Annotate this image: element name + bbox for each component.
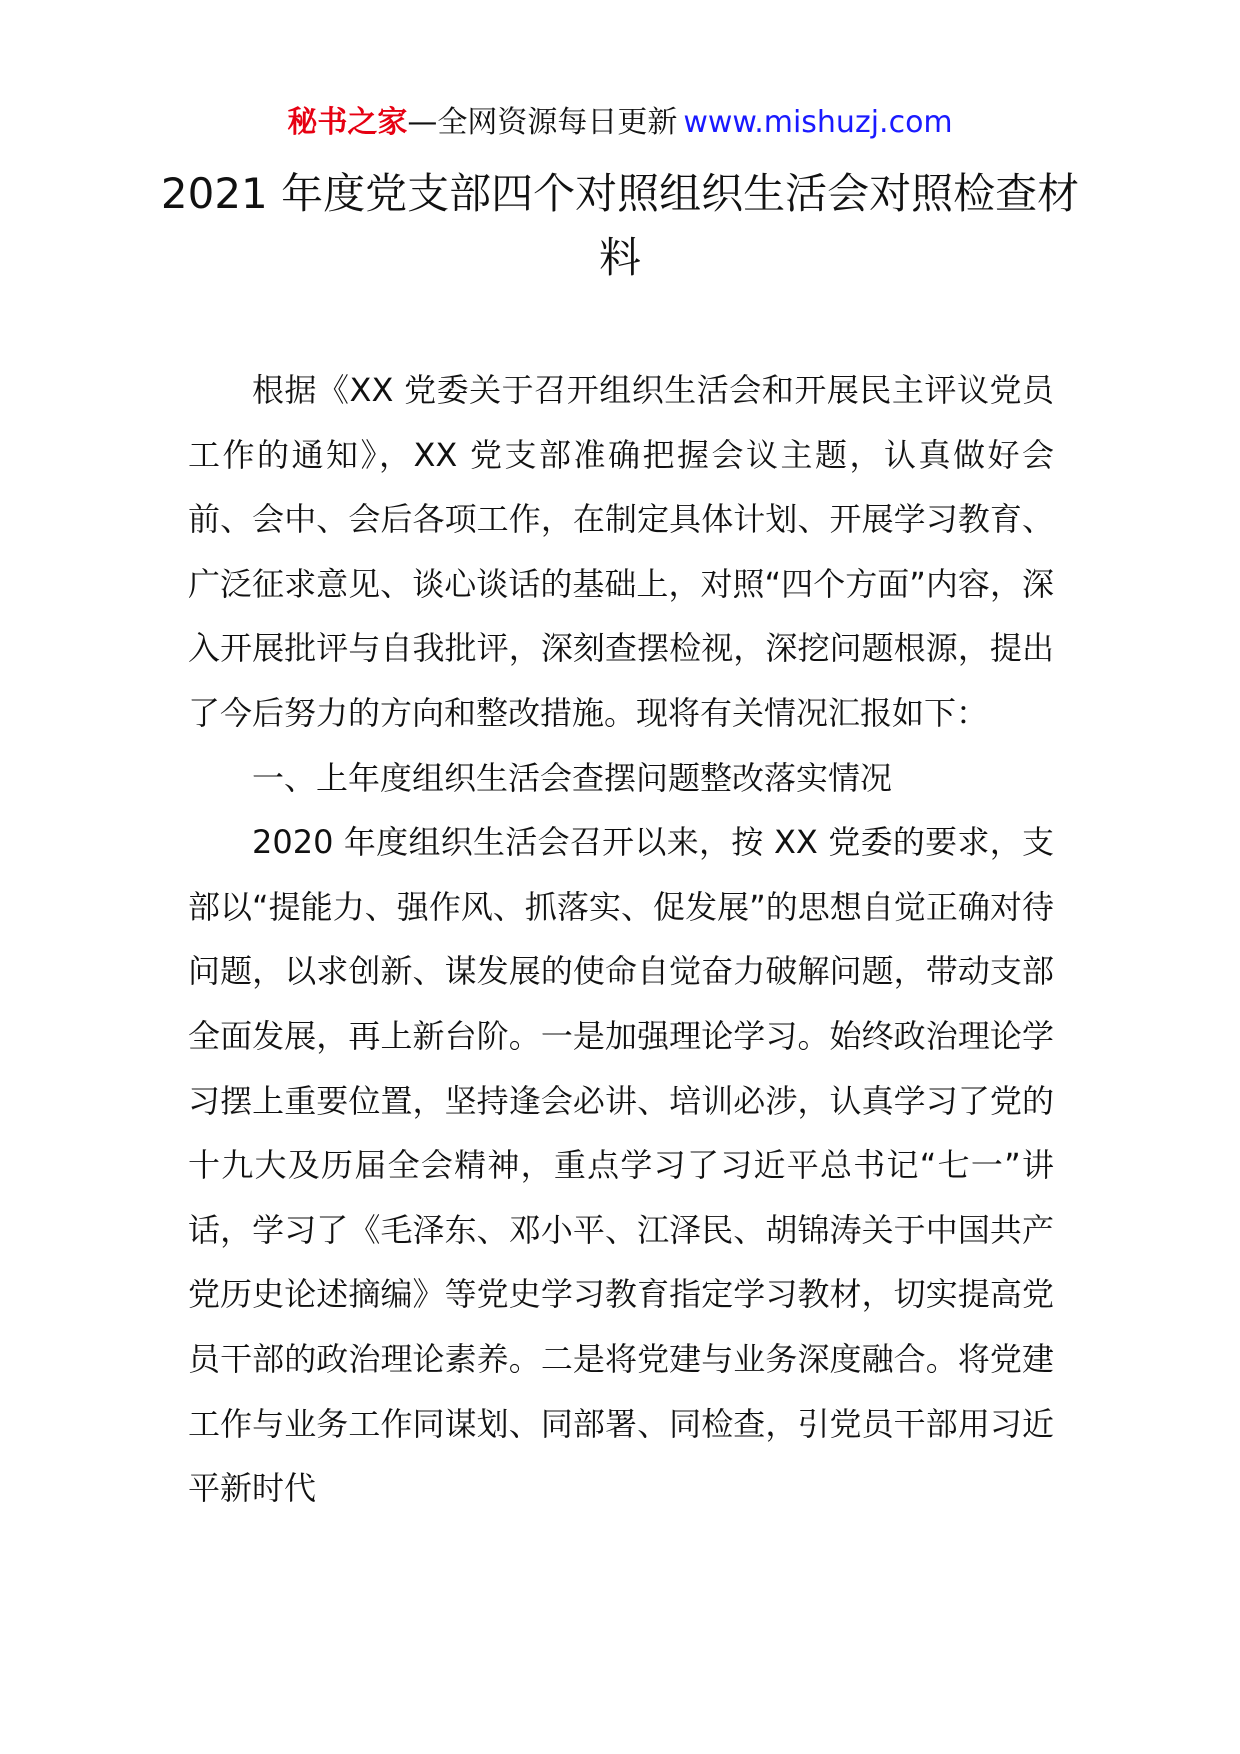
brand-name: 秘书之家 — [287, 105, 408, 140]
document-body — [188, 358, 1054, 1521]
document-title: 2021 年度党支部四个对照组织生活会对照检查材料 — [160, 169, 1080, 282]
section-heading: 一、上年度组织生活会查摆问题整改落实情况 — [252, 758, 893, 797]
intro-paragraph: 根据《XX 党委关于召开组织生活会和开展民主评议党员工作的通知》，XX 党支部准确把握会议主题，认真做好会前、会中、会后各项工作，在制定具体计划、开展学习教育、广泛征求意见、谈心谈话的基础上，对照“四个方面”内容，深入开展批评与自我批评，深刻查摆检视，深挖问题根源，提出了今后努力的方向和整改措施。现将有关情况汇报如下： — [188, 371, 1054, 732]
body-paragraph: 2020 年度组织生活会召开以来，按 XX 党委的要求，支部以“提能力、强作风、抓落实、促发展”的思想自觉正确对待问题，以求创新、谋发展的使命自觉奋力破解问题，带动支部全面发展，再上新台阶。一是加强理论学习。始终政治理论学习摆上重要位置，坚持逢会必讲、培训必涉，认真学习了党的十九大及历届全会精神，重点学习了习近平总书记“七一”讲话，学习了《毛泽东、邓小平、江泽民、胡锦涛关于中国共产党历史论述摘编》等党史学习教育指定学习教材，切实提高党员干部的政治理论素养。二是将党建与业务深度融合。将党建工作与业务工作同谋划、同部署、同检查，引党员干部用习近平新时代 — [188, 823, 1054, 1508]
header-tagline: —全网资源每日更新 — [407, 105, 678, 140]
site-url-link[interactable]: www.mishuzj.com — [683, 105, 953, 140]
site-header — [0, 103, 1240, 143]
